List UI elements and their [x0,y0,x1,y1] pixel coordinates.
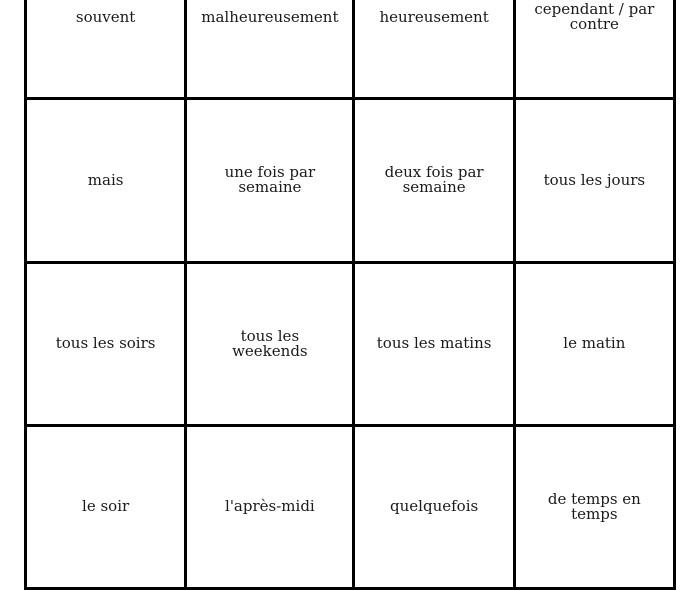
card-cependant-par-contre: cependant / par contre [516,0,676,100]
card-tous-les-jours: tous les jours [516,100,676,263]
card-tous-les-weekends: tous les weekends [187,264,355,427]
card-de-temps-en-temps: de temps en temps [516,427,676,590]
card-souvent: souvent [27,0,187,100]
vocabulary-card-grid [24,0,676,590]
card-le-matin: le matin [516,264,676,427]
card-mais: mais [27,100,187,263]
card-tous-les-soirs: tous les soirs [27,264,187,427]
card-l-apres-midi: l'après-midi [187,427,355,590]
card-une-fois-par-semaine: une fois par semaine [187,100,355,263]
card-heureusement: heureusement [355,0,515,100]
card-le-soir: le soir [27,427,187,590]
card-quelquefois: quelquefois [355,427,515,590]
card-deux-fois-par-semaine: deux fois par semaine [355,100,515,263]
card-malheureusement: malheureusement [187,0,355,100]
card-tous-les-matins: tous les matins [355,264,515,427]
